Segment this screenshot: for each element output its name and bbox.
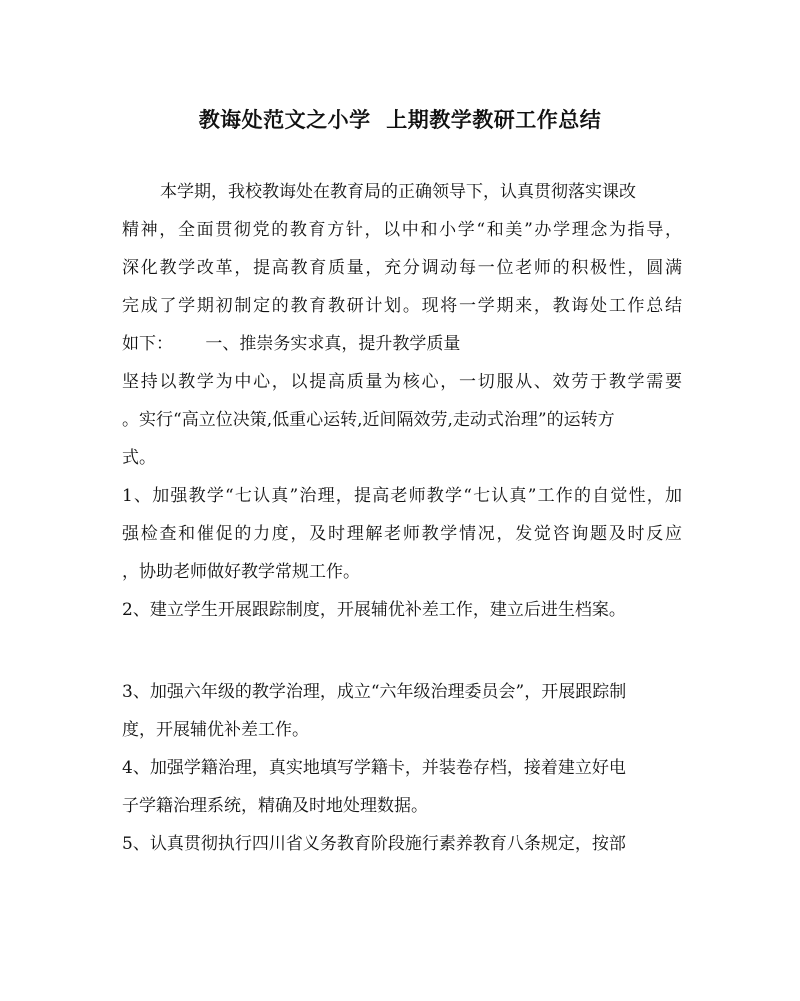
paragraph-line: 精神，全面贯彻党的教育方针，以中和小学“和美”办学理念为指导， [122,220,682,240]
list-item: 1、加强教学“七认真”治理，提高老师教学“七认真”工作的自觉性，加 [122,486,682,506]
paragraph-line: 。实行“高立位决策,低重心运转,近间隔效劳,走动式治理”的运转方 [122,410,615,430]
list-item: 3、加强六年级的教学治理，成立“六年级治理委员会”，开展跟踪制 [122,682,627,702]
list-item-continuation: 强检查和催促的力度，及时理解老师教学情况，发觉咨询题及时反应 [122,524,682,544]
paragraph-line: 式。 [122,448,156,468]
paragraph-line: 深化教学改革，提高教育质量，充分调动每一位老师的积极性，圆满 [122,258,682,278]
list-item-continuation: ，协助老师做好教学常规工作。 [122,562,360,582]
list-item: 4、加强学籍治理，真实地填写学籍卡，并装卷存档，接着建立好电 [122,758,626,778]
page-title: 教诲处范文之小学 上期教学教研工作总结 [198,107,602,132]
list-item: 2、建立学生开展跟踪制度，开展辅优补差工作，建立后进生档案。 [122,600,626,620]
list-item-continuation: 子学籍治理系统，精确及时地处理数据。 [122,796,428,816]
paragraph-line: 完成了学期初制定的教育教研计划。现将一学期来，教诲处工作总结 [122,296,682,316]
paragraph-line: 本学期，我校教诲处在教育局的正确领导下，认真贯彻落实课改 [160,182,636,202]
paragraph-line: 坚持以教学为中心，以提高质量为核心，一切服从、效劳于教学需要 [122,372,682,392]
list-item: 5、认真贯彻执行四川省义务教育阶段施行素养教育八条规定，按部 [122,834,626,854]
list-item-continuation: 度，开展辅优补差工作。 [122,720,309,740]
paragraph-line: 如下： 一、推崇务实求真，提升教学质量 [122,334,461,354]
